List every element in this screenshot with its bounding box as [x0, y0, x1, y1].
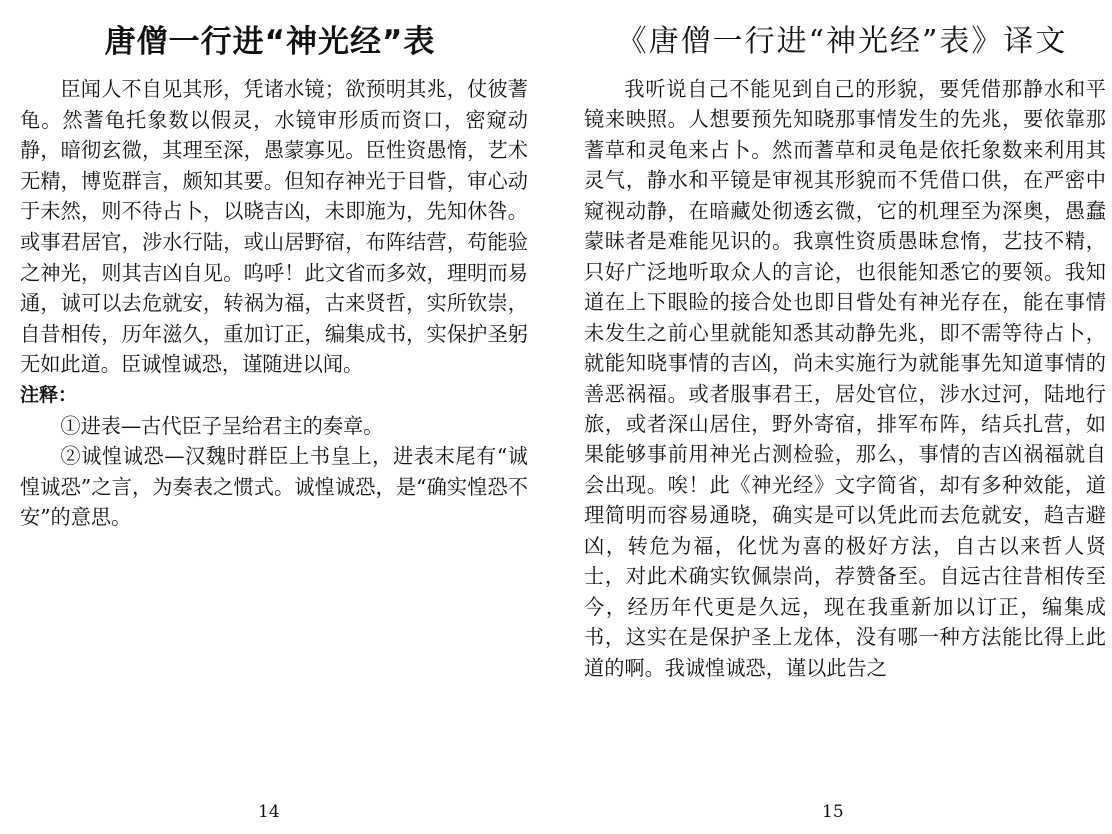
right-page-title: 《唐僧一行进“神光经”表》译文	[616, 24, 1068, 59]
right-page-body	[584, 74, 1106, 683]
left-page-body	[20, 74, 528, 533]
note-item: ①进表—古代臣子呈给君主的奏章。	[60, 413, 384, 438]
memorial-paragraph: 臣闻人不自见其形，凭诸水镜；欲预明其兆，仗彼蓍龟。然蓍龟托象数以假灵，水镜审形质而资口，密窥动静，暗彻玄微，其理至深，愚蒙寡见。臣性资愚惰，艺术无精，博览群言，颇知其要。但知存神光于目眥，审心动于未然，则不待占卜，以晓吉凶，未即施为，先知休咎。或事君居官，涉水行陆，或山居野宿，布阵结营，苟能验之神光，则其吉凶自见。呜呼！此文省而多效，理明而易通，诚可以去危就安，转祸为福，古来贤哲，实所钦崇，自昔相传，历年滋久，重加订正，编集成书，实保护圣躬无如此道。臣诚惶诚恐，谨随进以闻。	[20, 77, 528, 377]
left-page	[0, 0, 540, 834]
translation-paragraph: 我听说自己不能见到自己的形貌，要凭借那静水和平镜来映照。人想要预先知晓那事情发生的先兆，要依靠那蓍草和灵龟来占卜。然而蓍草和灵龟是依托象数来利用其灵气，静水和平镜是审视其形貌而不凭借口供，在严密中窥视动静，在暗藏处彻透玄微，它的机理至为深奥，愚蠢蒙昧者是难能见识的。我禀性资质愚昧怠惰，艺技不精，只好广泛地听取众人的言论，也很能知悉它的要领。我知道在上下眼睑的接合处也即目眥处有神光存在，能在事情未发生之前心里就能知悉其动静先兆，即不需等待占卜，就能知晓事情的吉凶，尚未实施行为就能事先知道事情的善恶祸福。或者服事君王，居处官位，涉水过河，陆地行旅，或者深山居住，野外寄宿，排军布阵，结兵扎营，如果能够事前用神光占测检验，那么，事情的吉凶祸福就自会出现。唉！此《神光经》文字简省，却有多种效能，道理简明而容易通晓，确实是可以凭此而去危就安，趋吉避凶，转危为福，化忧为喜的极好方法，自古以来哲人贤士，对此术确实钦佩崇尚，荐赞备至。自远古往昔相传至今，经历年代更是久远，现在我重新加以订正，编集成书，这实在是保护圣上龙体，没有哪一种方法能比得上此道的啊。我诚惶诚恐，谨以此告之	[584, 77, 1106, 680]
notes-heading: 注释：	[20, 383, 78, 406]
note-item: ②诚惶诚恐—汉魏时群臣上书皇上，进表末尾有“诚惶诚恐”之言，为奏表之惯式。诚惶诚恐，是“确实惶恐不安”的意思。	[20, 444, 528, 530]
right-page	[572, 0, 1112, 834]
page-number: 14	[258, 802, 280, 822]
left-page-title: 唐僧一行进“神光经”表	[104, 24, 436, 60]
page-number: 15	[822, 802, 844, 822]
